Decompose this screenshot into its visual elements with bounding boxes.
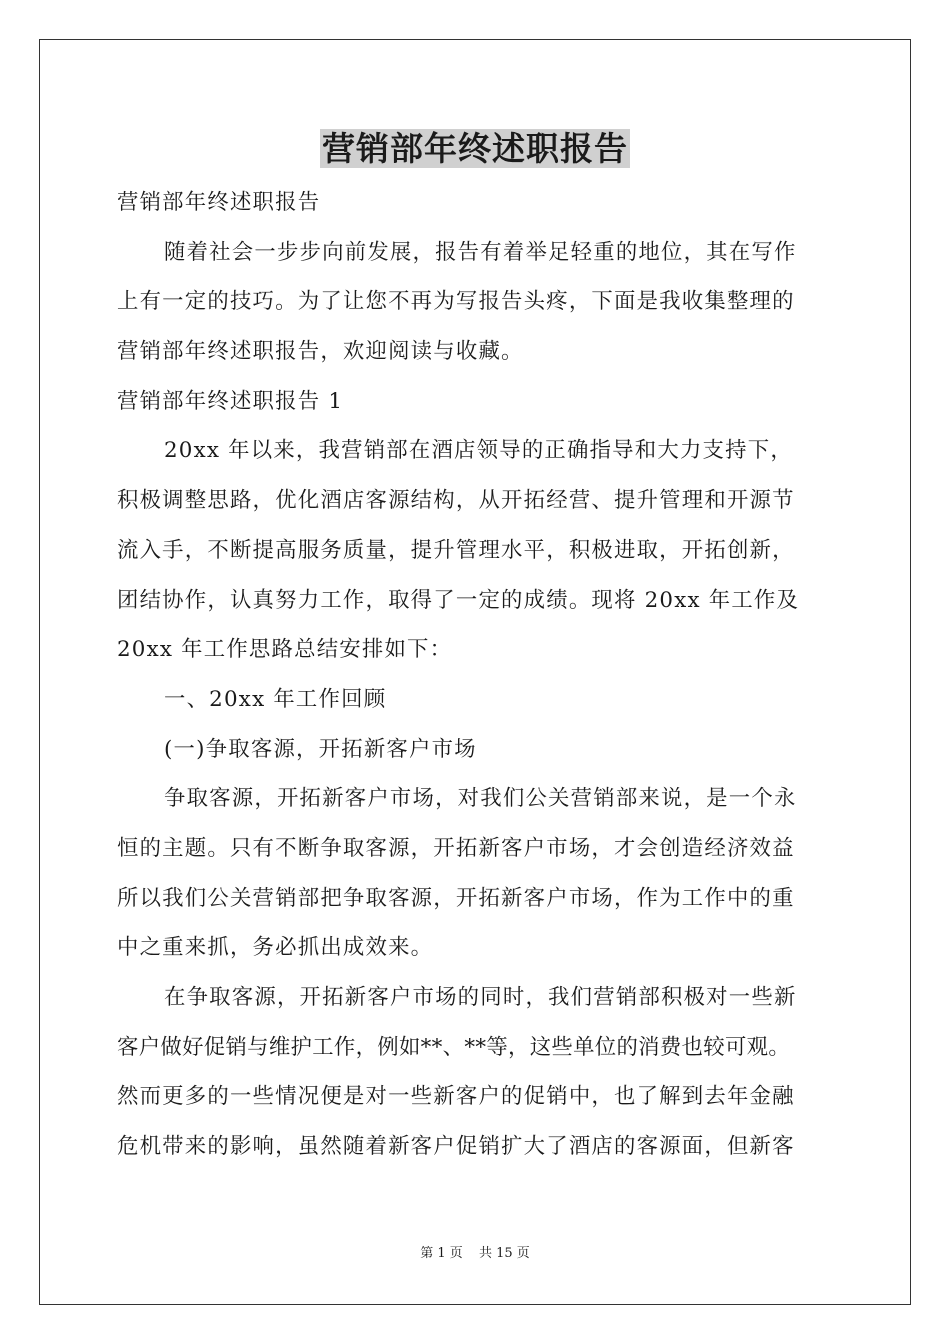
text-line: 积极调整思路，优化酒店客源结构，从开拓经营、提升管理和开源节 — [117, 488, 795, 514]
page-total: 共 15 页 — [478, 1246, 530, 1261]
text-line: 20xx 年工作思路总结安排如下： — [117, 637, 453, 663]
text-line: (一)争取客源，开拓新客户市场 — [164, 736, 477, 762]
text-line: 恒的主题。只有不断争取客源，开拓新客户市场，才会创造经济效益 — [117, 835, 795, 861]
text-line: 所以我们公关营销部把争取客源，开拓新客户市场，作为工作中的重 — [117, 885, 795, 911]
text-line: 上有一定的技巧。为了让您不再为写报告头疼，下面是我收集整理的 — [117, 289, 795, 315]
page-number: 第 1 页 — [420, 1246, 463, 1261]
text-line: 客户做好促销与维护工作，例如**、**等，这些单位的消费也较可观。 — [117, 1034, 791, 1060]
document-title — [0, 124, 950, 174]
text-line: 争取客源，开拓新客户市场，对我们公关营销部来说，是一个永 — [164, 786, 797, 812]
text-line: 一、20xx 年工作回顾 — [164, 686, 387, 712]
text-line: 营销部年终述职报告 — [117, 190, 321, 215]
text-line: 团结协作，认真努力工作，取得了一定的成绩。现将 20xx 年工作及 — [117, 587, 800, 613]
text-line: 营销部年终述职报告 1 — [117, 388, 344, 414]
text-line: 随着社会一步步向前发展，报告有着举足轻重的地位，其在写作 — [164, 239, 797, 265]
document-title-text: 营销部年终述职报告 — [322, 129, 628, 168]
document-body — [117, 178, 842, 1172]
text-line: 营销部年终述职报告，欢迎阅读与收藏。 — [117, 339, 524, 365]
text-line: 在争取客源，开拓新客户市场的同时，我们营销部积极对一些新 — [164, 985, 797, 1010]
text-line: 20xx 年以来，我营销部在酒店领导的正确指导和大力支持下， — [164, 438, 793, 464]
text-line: 流入手，不断提高服务质量，提升管理水平，积极进取，开拓创新， — [117, 537, 795, 563]
text-line: 中之重来抓，务必抓出成效来。 — [117, 935, 434, 961]
text-line: 危机带来的影响，虽然随着新客户促销扩大了酒店的客源面，但新客 — [117, 1134, 795, 1160]
page-footer — [0, 1244, 950, 1264]
text-line: 然而更多的一些情况便是对一些新客户的促销中，也了解到去年金融 — [117, 1084, 795, 1110]
